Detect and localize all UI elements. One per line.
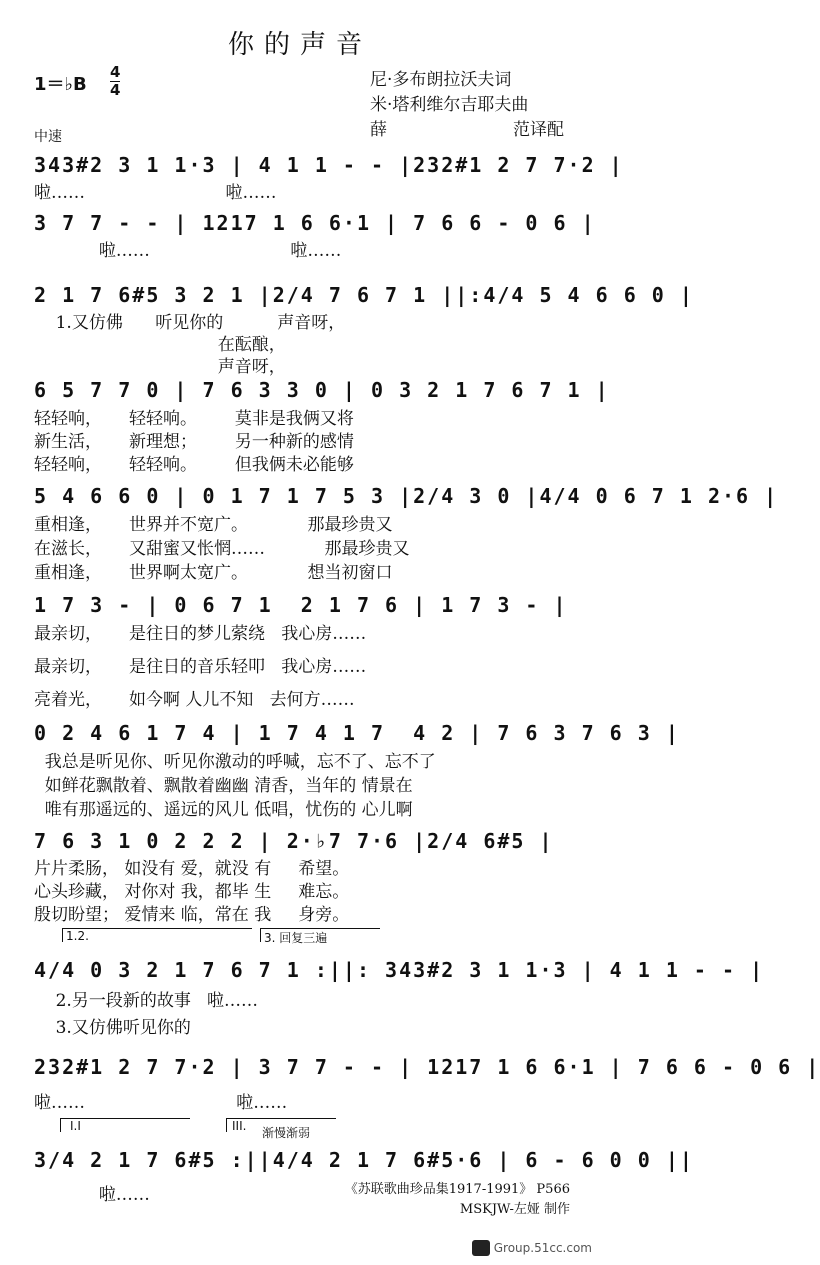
meter-top: 4	[110, 63, 121, 81]
notes: 343#2 3 1 1·3 | 4 1 1 - - |232#1 2 7 7·2 |	[34, 153, 624, 177]
volta-ending-1: I.I	[70, 1119, 81, 1133]
lyrics-line: 亮着光， 如今啊 人儿不知 去何方……	[34, 690, 355, 710]
notes: 232#1 2 7 7·2 | 3 7 7 - - | 1217 1 6 6·1 | 7 6 6 - 0 6 |	[34, 1055, 820, 1079]
translator-right: 范译配	[513, 120, 564, 140]
notes: 7 6 3 1 0 2 2 2 | 2·♭7 7·6 |2/4 6#5 |	[34, 829, 554, 853]
lyrics-line: 新生活， 新理想； 另一种新的感情	[34, 432, 354, 452]
notes: 5 4 6 6 0 | 0 1 7 1 7 5 3 |2/4 3 0 |4/4 0 6 7 1 2·6 |	[34, 484, 779, 508]
watermark	[472, 1240, 592, 1256]
time-signature	[110, 64, 120, 99]
notes: 4/4 0 3 2 1 7 6 7 1 :||: 343#2 3 1 1·3 | 4 1 1 - - |	[34, 958, 765, 982]
tempo-marking: 中速	[34, 129, 62, 145]
meter-bottom: 4	[110, 81, 121, 99]
lyrics-line: 在滋长， 又甜蜜又怅惘…… 那最珍贵又	[34, 539, 410, 559]
notes: 1 7 3 - | 0 6 7 1 2 1 7 6 | 1 7 3 - |	[34, 593, 568, 617]
lyrics-line: 我总是听见你、听见你激动的呼喊，忘不了、忘不了	[34, 752, 436, 772]
footer	[345, 1180, 570, 1220]
lyrics-line: 在酝酿，	[34, 335, 286, 355]
lyrics-line: 唯有那遥远的、遥远的风儿 低唱，忧伤的 心儿啊	[34, 800, 413, 820]
translator-left: 薛	[370, 120, 387, 140]
volta-ending-3: III.	[232, 1119, 247, 1133]
lyrics-line: 重相逢， 世界并不宽广。 那最珍贵又	[34, 515, 393, 535]
volta-first: 1.2.	[66, 929, 89, 943]
source-citation: 《苏联歌曲珍品集1917-1991》 P566	[344, 1182, 570, 1197]
lyrics-line: 啦…… 啦……	[34, 1093, 288, 1113]
volta-third: 3. 回复三遍	[264, 931, 328, 945]
notes: 0 2 4 6 1 7 4 | 1 7 4 1 7 4 2 | 7 6 3 7 6 3 |	[34, 721, 680, 745]
key-signature: 1＝♭B	[34, 74, 87, 95]
lyrics-line: 轻轻响， 轻轻响。 但我俩未必能够	[34, 455, 354, 475]
lyrics-line: 轻轻响， 轻轻响。 莫非是我俩又将	[34, 409, 354, 429]
notes: 2 1 7 6#5 3 2 1 |2/4 7 6 7 1 ||:4/4 5 4 6 6 0 |	[34, 283, 694, 307]
watermark-logo-icon	[472, 1240, 490, 1256]
translator	[370, 118, 564, 143]
volta-bracket	[62, 928, 252, 942]
song-title: 你的声音	[227, 30, 372, 60]
watermark-text: Group.51cc.com	[493, 1241, 592, 1255]
notation-row	[34, 1052, 820, 1096]
lyrics-line: 2.另一段新的故事 啦……	[34, 991, 259, 1011]
lyrics-line: 殷切盼望； 爱情来 临，常在 我 身旁。	[34, 905, 350, 925]
notes: 3 7 7 - - | 1217 1 6 6·1 | 7 6 6 - 0 6 |	[34, 211, 596, 235]
lyrics-line: 声音呀，	[34, 357, 286, 377]
lyrics-line: 重相逢， 世界啊太宽广。 想当初窗口	[34, 563, 393, 583]
lyrics-line: 最亲切， 是往日的梦儿萦绕 我心房……	[34, 624, 367, 644]
lyrics-line: 如鲜花飘散着、飘散着幽幽 清香，当年的 情景在	[34, 776, 413, 796]
dynamic-marking: 渐慢渐弱	[262, 1126, 311, 1140]
credits	[370, 68, 564, 143]
lyrics-line: 啦…… 啦……	[34, 183, 277, 203]
lyrics-line: 啦……	[34, 1185, 150, 1205]
lyrics-line: 心头珍藏， 对你对 我，都毕 生 难忘。	[34, 882, 350, 902]
lyrics-line: 3.又仿佛听见你的	[34, 1018, 191, 1038]
notes: 6 5 7 7 0 | 7 6 3 3 0 | 0 3 2 1 7 6 7 1 |	[34, 378, 610, 402]
lyricist: 尼·多布朗拉沃夫词	[370, 70, 512, 90]
maker-credit: MSKJW-左娅 制作	[459, 1202, 570, 1217]
notes: 3/4 2 1 7 6#5 :||4/4 2 1 7 6#5·6 | 6 - 6 0 0 ||	[34, 1148, 694, 1172]
lyrics-line: 啦…… 啦……	[34, 241, 342, 261]
lyrics-line: 最亲切， 是往日的音乐轻叩 我心房……	[34, 657, 367, 677]
lyrics-line: 1.又仿佛 听见你的 声音呀，	[34, 313, 346, 333]
composer: 米·塔利维尔吉耶夫曲	[370, 95, 529, 115]
lyrics-line: 片片柔肠， 如没有 爱，就没 有 希望。	[34, 859, 350, 879]
